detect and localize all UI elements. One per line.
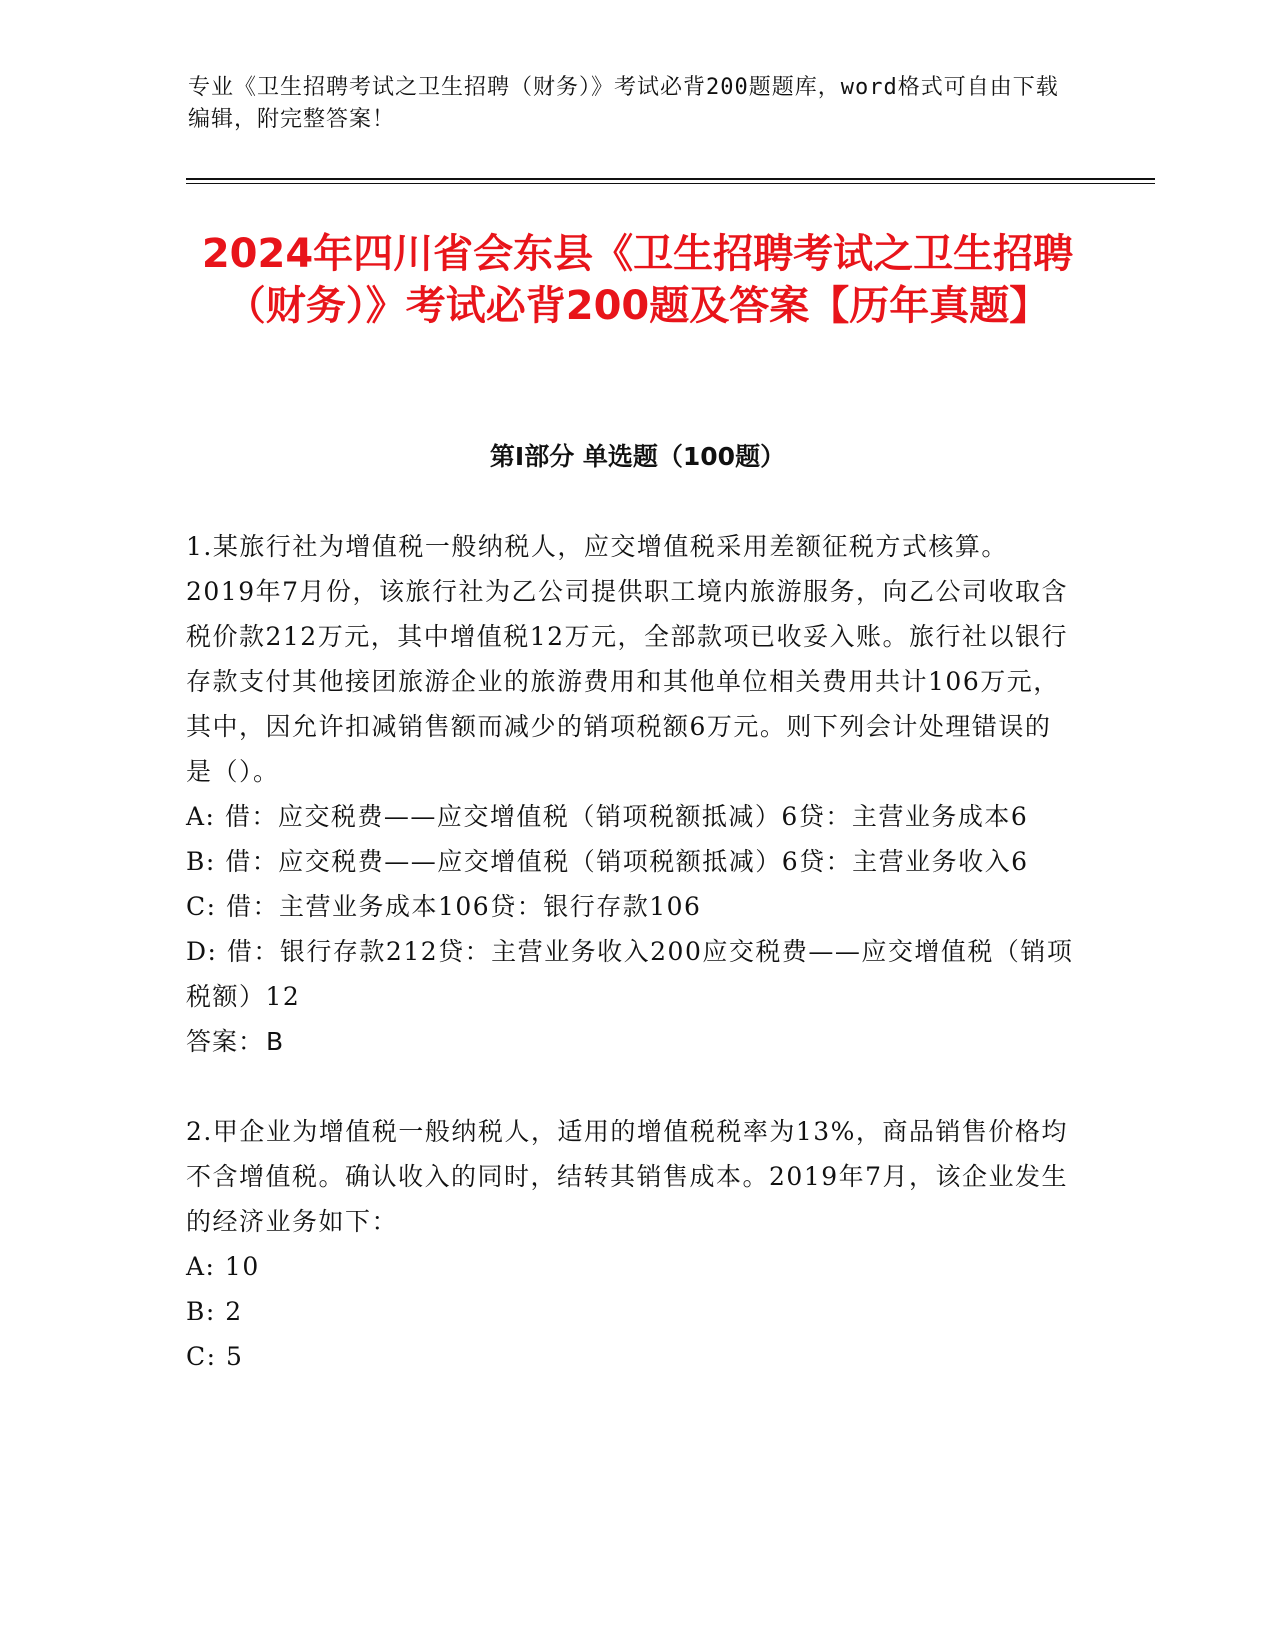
header-rule-thin bbox=[186, 183, 1155, 184]
question-spacer bbox=[186, 1064, 1076, 1109]
option-c: C: 借：主营业务成本106贷：银行存款106 bbox=[186, 892, 702, 921]
question-1 bbox=[186, 524, 1076, 1064]
answer bbox=[186, 1019, 1076, 1064]
question-2 bbox=[186, 1109, 1076, 1379]
option-a: A: 10 bbox=[186, 1252, 260, 1281]
header-rule-thick bbox=[186, 178, 1155, 180]
option-b: B: 2 bbox=[186, 1297, 243, 1326]
option-d: D: 借：银行存款212贷：主营业务收入200应交税费——应交增值税（销项税额）12 bbox=[186, 937, 1074, 1011]
section-title: 第I部分 单选题（100题） bbox=[489, 442, 786, 471]
answer-value: B bbox=[266, 1027, 285, 1056]
question-stem: 2.甲企业为增值税一般纳税人，适用的增值税税率为13%，商品销售价格均不含增值税。确认收入的同时，结转其销售成本。2019年7月，该企业发生的经济业务如下： bbox=[186, 1117, 1069, 1236]
question-stem: 1.某旅行社为增值税一般纳税人，应交增值税采用差额征税方式核算。2019年7月份，该旅行社为乙公司提供职工境内旅游服务，向乙公司收取含税价款212万元，其中增值税12万元，全部款项已收妥入账。旅行社以银行存款支付其他接团旅游企业的旅游费用和其他单位相关费用共计106万元，其中，因允许扣减销售额而减少的销项税额6万元。则下列会计处理错误的是（）。 bbox=[186, 532, 1069, 786]
question-list bbox=[186, 524, 1076, 1379]
document-title: 2024年四川省会东县《卫生招聘考试之卫生招聘（财务）》考试必背200题及答案【历年真题】 bbox=[201, 231, 1074, 329]
option-b: B: 借：应交税费——应交增值税（销项税额抵减）6贷：主营业务收入6 bbox=[186, 847, 1029, 876]
header-note: 专业《卫生招聘考试之卫生招聘（财务）》考试必背200题题库，word格式可自由下载编辑，附完整答案！ bbox=[188, 75, 1059, 132]
option-c: C: 5 bbox=[186, 1342, 244, 1371]
option-a: A: 借：应交税费——应交增值税（销项税额抵减）6贷：主营业务成本6 bbox=[186, 802, 1029, 831]
answer-label: 答案： bbox=[186, 1027, 265, 1056]
